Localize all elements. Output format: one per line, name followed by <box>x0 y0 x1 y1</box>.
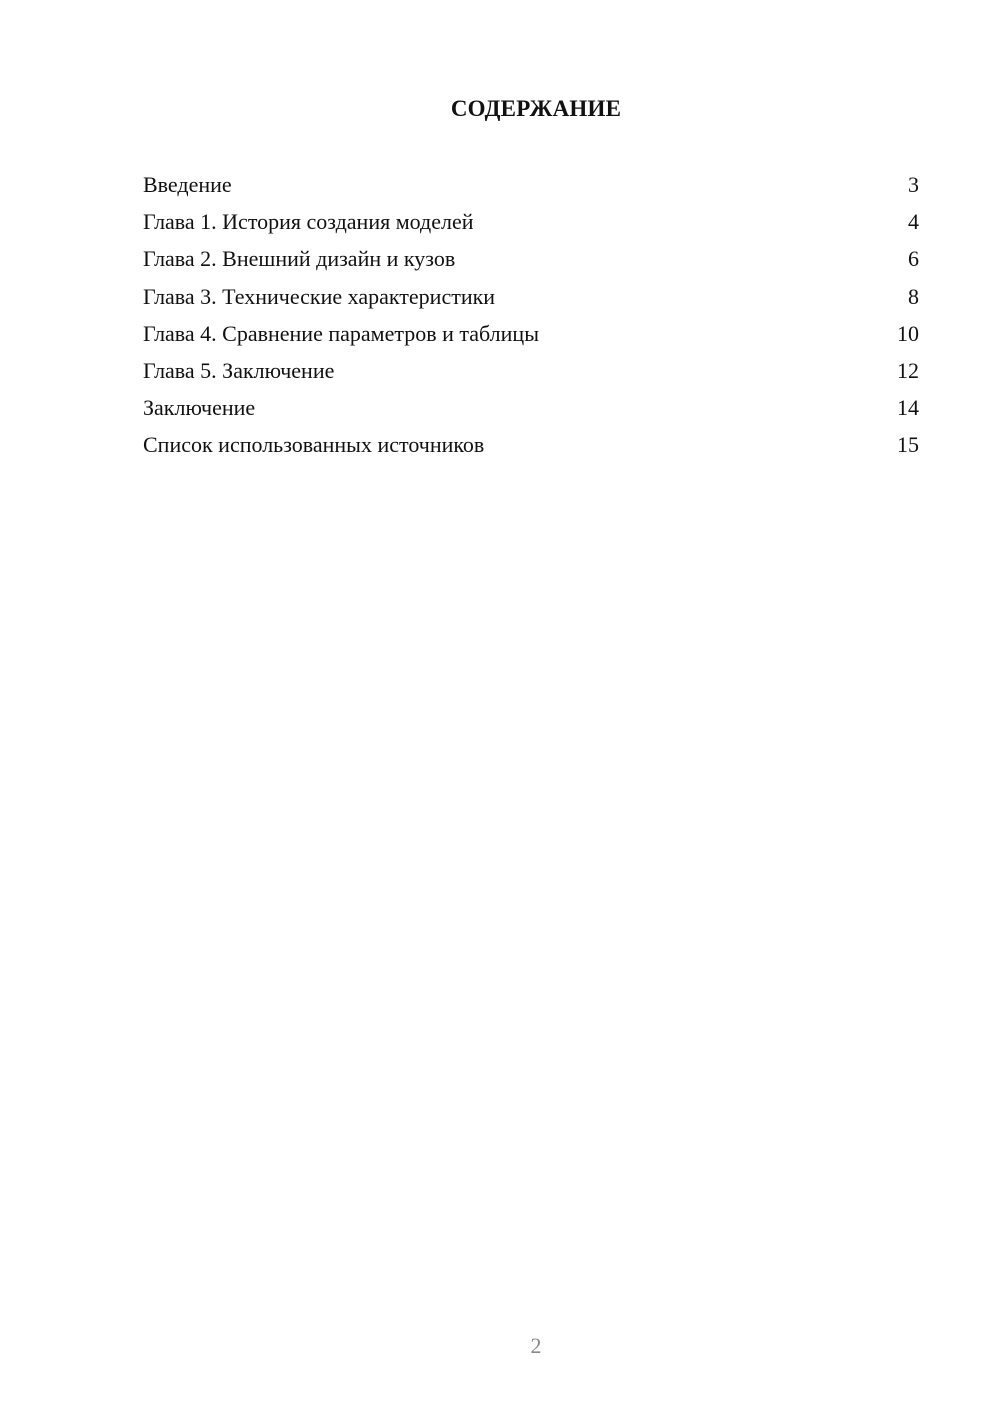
toc-entry <box>143 282 919 319</box>
toc-entry-label: Заключение <box>143 395 256 421</box>
toc-entry-page: 8 <box>908 283 919 309</box>
toc-entry-page: 15 <box>897 432 919 458</box>
toc-entry-page: 12 <box>897 357 919 383</box>
toc-entry <box>143 430 919 467</box>
table-of-contents <box>143 170 919 468</box>
toc-entry-label: Глава 2. Внешний дизайн и кузов <box>143 246 456 272</box>
toc-entry-page: 14 <box>897 395 919 421</box>
toc-entry <box>143 393 919 430</box>
toc-entry-label: Глава 3. Технические характеристики <box>143 283 496 309</box>
toc-entry <box>143 356 919 393</box>
toc-entry-label: Глава 1. История создания моделей <box>143 209 474 235</box>
toc-entry <box>143 170 919 207</box>
toc-entry-page: 3 <box>908 172 919 197</box>
page-title: СОДЕРЖАНИЕ <box>450 96 622 121</box>
toc-entry-label: Введение <box>143 172 232 197</box>
toc-entry <box>143 244 919 281</box>
toc-entry-label: Список использованных источников <box>143 432 485 458</box>
toc-entry-label: Глава 5. Заключение <box>143 357 335 383</box>
toc-entry-page: 4 <box>908 209 919 235</box>
toc-entry-page: 10 <box>897 320 919 346</box>
toc-entry <box>143 207 919 244</box>
toc-entry-page: 6 <box>908 246 919 272</box>
page-number: 2 <box>530 1333 542 1358</box>
toc-entry <box>143 319 919 356</box>
toc-entry-label: Глава 4. Сравнение параметров и таблицы <box>143 320 539 346</box>
